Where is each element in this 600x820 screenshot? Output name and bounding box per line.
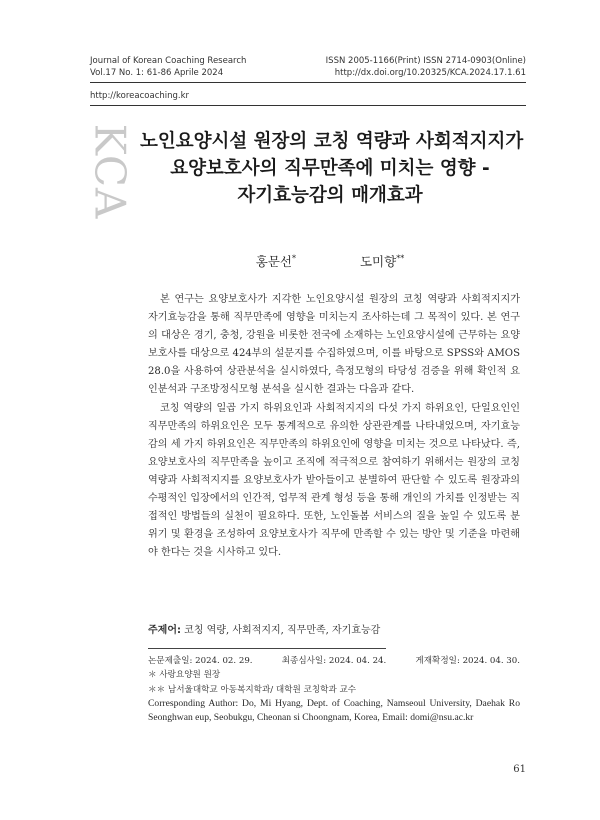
author-2 [360,254,404,269]
doi-link[interactable]: http://dx.doi.org/10.20325/KCA.2024.17.1.61 [334,68,526,78]
issn-block [326,55,526,79]
author-1 [256,254,296,269]
journal-header [90,55,246,79]
keywords-label: 주제어: [148,625,181,636]
kca-logo [85,116,135,226]
volume-info: Vol.17 No. 1: 61-86 Aprile 2024 [90,68,224,78]
kca-logo-text: KCA [85,123,135,219]
author-2-affiliation: ＊＊ 남서울대학교 아동복지학과/ 대학원 코칭학과 교수 [148,684,357,695]
title-line-3: 자기효능감의 매개효과 [237,185,423,206]
accepted-date: 게재확정일: 2024. 04. 30. [415,656,520,666]
journal-url[interactable]: http://koreacoaching.kr [90,91,190,101]
url-divider [90,105,526,106]
author-1-affiliation: ＊ 사랑요양원 원장 [148,670,221,681]
submitted-date: 논문제출일: 2024. 02. 29. [148,656,253,666]
footnotes [148,654,520,725]
author-1-mark: * [292,253,296,263]
footnote-divider [148,648,386,649]
header-divider [90,82,526,83]
title-line-2: 요양보호사의 직무만족에 미치는 영향 - [170,158,490,179]
submission-dates [148,654,520,668]
abstract-paragraph-1: 본 연구는 요양보호사가 지각한 노인요양시설 원장의 코칭 역량과 사회적지지가 자기효능감을 통해 직무만족에 영향을 미치는지 조사하는데 그 목적이 있다. 본 연구의 대상은 경기, 충청, 강원을 비롯한 전국에 소재하는 노인요양시설에 근무하는 요양보호사를 대상으로 424부의 설문지를 수집하였으며, 이를 바탕으로 SPSS와 AMOS 28.0을 사용하여 상관분석을 실시하였다, 측정모형의 타당성 검증을 위해 확인적 요인분석과 구조방정식모형 분석을 실시한 결과는 다음과 같다. [148,294,520,396]
author-2-name: 도미향 [359,254,397,269]
issn: ISSN 2005-1166(Print) ISSN 2714-0903(Online) [325,56,526,66]
keywords-text: 코칭 역량, 사회적지지, 직무만족, 자기효능감 [184,625,381,636]
page-number: 61 [513,764,526,775]
title-line-1: 노인요양시설 원장의 코칭 역량과 사회적지지가 [140,131,524,152]
author-1-name: 홍문선 [255,254,292,269]
paper-title [140,128,524,209]
corresponding-author: Corresponding Author: Do, Mi Hyang, Dept. of Coaching, Namseoul University, Daehak Ro Seonghwan eup, Seobukgu, Cheonan si Choongnam, Korea, Email: domi@nsu.ac.kr [148,697,520,723]
author-list [140,252,520,270]
journal-name: Journal of Korean Coaching Research [90,56,247,66]
abstract-paragraph-2: 코칭 역량의 일곱 가지 하위요인과 사회적지지의 다섯 가지 하위요인, 단일요인인 직무만족의 하위요인은 모두 통계적으로 유의한 상관관계를 나타내었으며, 자기효능감의 세 가지 하위요인은 직무만족의 하위요인에 영향을 미치는 것으로 나타났다. 즉, 요양보호사의 직무만족을 높이고 조직에 적극적으로 참여하기 위해서는 원장의 코칭 역량과 사회적지지를 요양보호사가 받아들이고 분별하여 판단할 수 있도록 원장과의 수평적인 입장에서의 인간적, 업무적 관계 형성 등을 통해 개인의 가치를 인정받는 직접적인 방법들의 실천이 필요하다. 또한, 노인돌봄 서비스의 질을 높일 수 있도록 분위기 및 환경을 조성하여 요양보호사가 직무에 만족할 수 있는 방안 및 기준을 마련해야 한다는 것을 시사하고 있다. [148,402,520,559]
keywords [148,621,520,636]
abstract [148,291,520,562]
author-2-mark: ** [396,253,405,263]
reviewed-date: 최종심사일: 2024. 04. 24. [281,656,387,666]
